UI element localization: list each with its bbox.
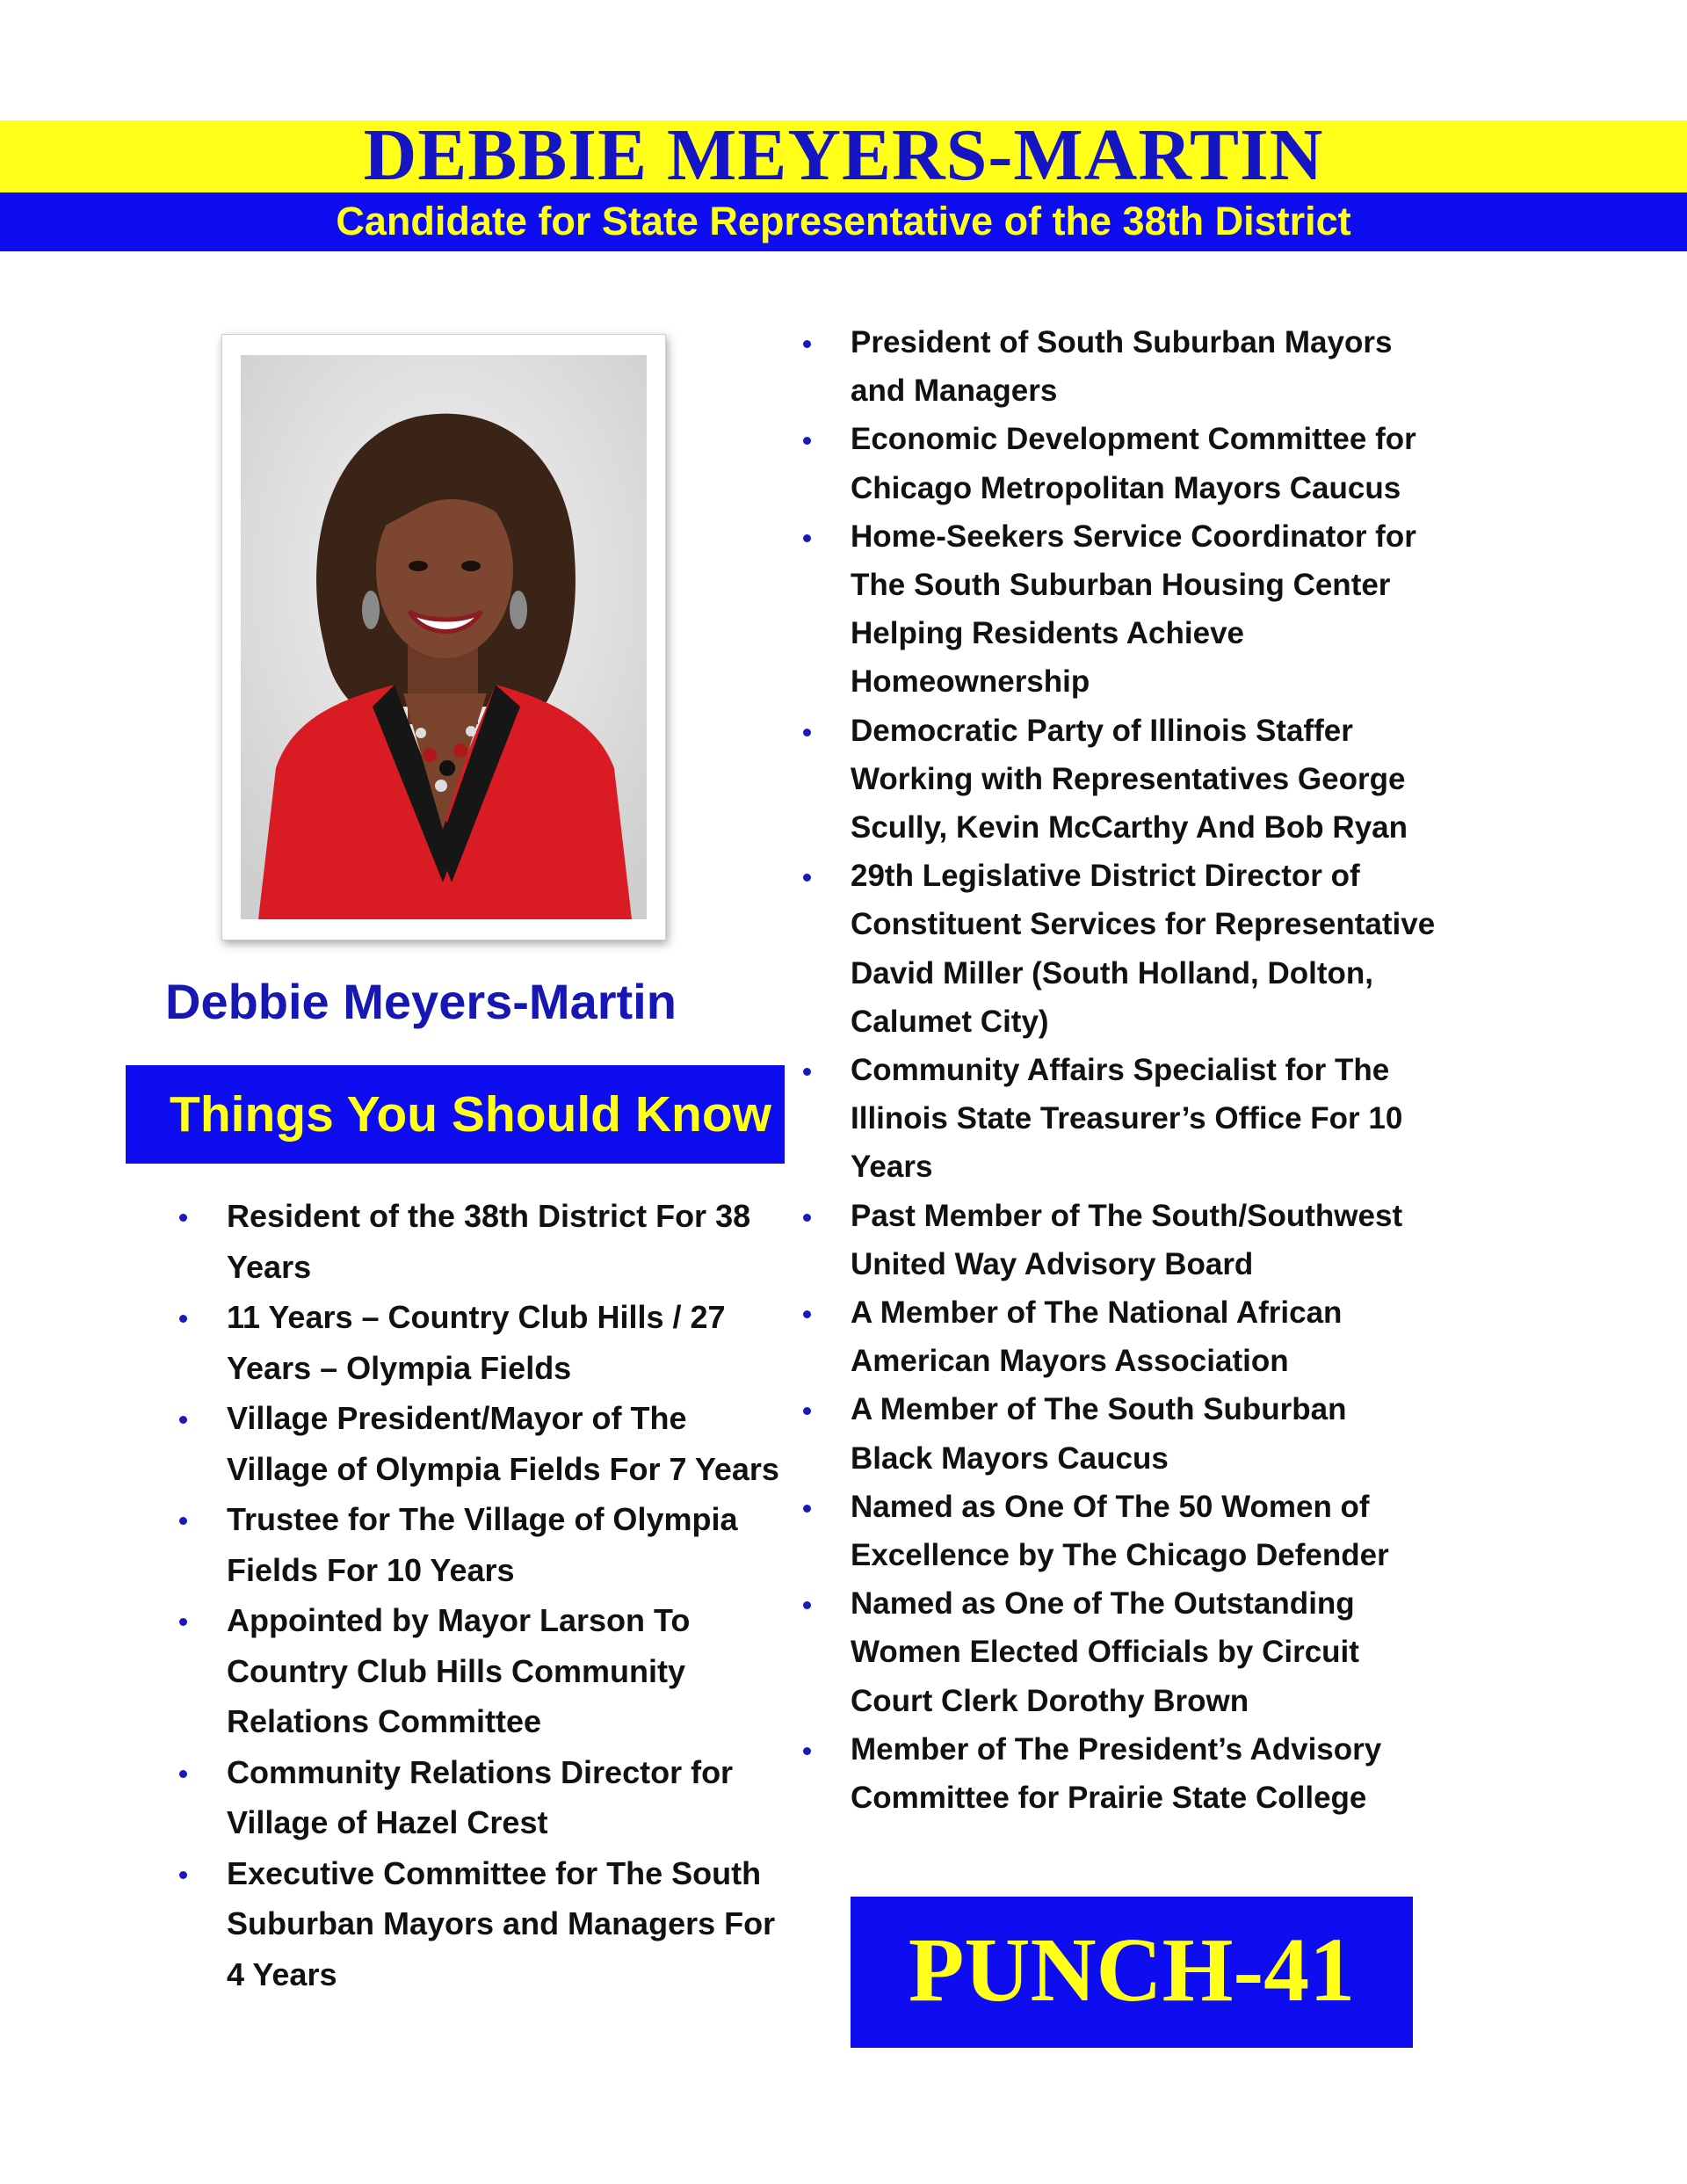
bullet-icon xyxy=(179,1315,187,1323)
bullet-icon xyxy=(803,1310,811,1318)
list-item: Home-Seekers Service Coordinator for The South Suburban Housing Center Helping Residents Achieve Homeownership xyxy=(803,512,1436,707)
list-item: Community Affairs Specialist for The Illinois State Treasurer’s Office For 10 Years xyxy=(803,1046,1436,1192)
bullet-icon xyxy=(179,1517,187,1525)
bullet-icon xyxy=(803,1601,811,1609)
list-item: Community Relations Director for Village of Hazel Crest xyxy=(179,1747,794,1848)
bullet-icon xyxy=(179,1214,187,1222)
list-item: Village President/Mayor of The Village of Olympia Fields For 7 Years xyxy=(179,1393,794,1494)
bullet-icon xyxy=(803,1214,811,1222)
list-item: A Member of The National African American Mayors Association xyxy=(803,1288,1436,1385)
list-item: Economic Development Committee for Chicago Metropolitan Mayors Caucus xyxy=(803,415,1436,512)
bullet-icon xyxy=(803,437,811,445)
list-item: Appointed by Mayor Larson To Country Club Hills Community Relations Committee xyxy=(179,1595,794,1747)
bullet-icon xyxy=(179,1770,187,1778)
bullet-icon xyxy=(179,1416,187,1424)
right-bullet-list xyxy=(803,318,1436,1822)
bullet-icon xyxy=(803,874,811,882)
list-item: 29th Legislative District Director of Constituent Services for Representative David Miller (South Holland, Dolton, Calumet City) xyxy=(803,852,1436,1046)
candidate-title: DEBBIE MEYERS-MARTIN xyxy=(363,114,1324,196)
candidate-photo xyxy=(221,334,666,940)
bullet-icon xyxy=(803,1068,811,1076)
bullet-icon xyxy=(179,1618,187,1626)
bullet-icon xyxy=(803,729,811,736)
list-item: Resident of the 38th District For 38 Years xyxy=(179,1191,794,1292)
bullet-icon xyxy=(179,1871,187,1879)
things-heading-label: Things You Should Know xyxy=(170,1086,771,1143)
list-item: 11 Years – Country Club Hills / 27 Years – Olympia Fields xyxy=(179,1292,794,1393)
list-item: Trustee for The Village of Olympia Fields For 10 Years xyxy=(179,1494,794,1595)
left-bullet-list xyxy=(179,1191,794,1999)
list-item: Named as One Of The 50 Women of Excellence by The Chicago Defender xyxy=(803,1483,1436,1579)
portrait-image xyxy=(241,355,647,919)
list-item: Executive Committee for The South Suburban Mayors and Managers For 4 Years xyxy=(179,1848,794,2000)
list-item: Named as One of The Outstanding Women Elected Officials by Circuit Court Clerk Dorothy Brown xyxy=(803,1579,1436,1725)
bullet-icon xyxy=(803,534,811,542)
list-item: Member of The President’s Advisory Committee for Prairie State College xyxy=(803,1725,1436,1822)
candidate-subtitle: Candidate for State Representative of the 38th District xyxy=(336,199,1351,243)
list-item: A Member of The South Suburban Black Mayors Caucus xyxy=(803,1385,1436,1482)
list-item: Past Member of The South/Southwest United Way Advisory Board xyxy=(803,1192,1436,1288)
punch-number: PUNCH-41 xyxy=(908,1919,1356,2021)
list-item: Democratic Party of Illinois Staffer Working with Representatives George Scully, Kevin McCarthy And Bob Ryan xyxy=(803,707,1436,853)
punch-number-box xyxy=(851,1897,1413,2048)
bullet-icon xyxy=(803,340,811,348)
bullet-icon xyxy=(803,1505,811,1513)
list-item: President of South Suburban Mayors and Managers xyxy=(803,318,1436,415)
bullet-icon xyxy=(803,1747,811,1755)
candidate-name-heading: Debbie Meyers-Martin xyxy=(165,974,677,1029)
things-you-should-know-banner xyxy=(126,1065,785,1164)
bullet-icon xyxy=(803,1407,811,1415)
